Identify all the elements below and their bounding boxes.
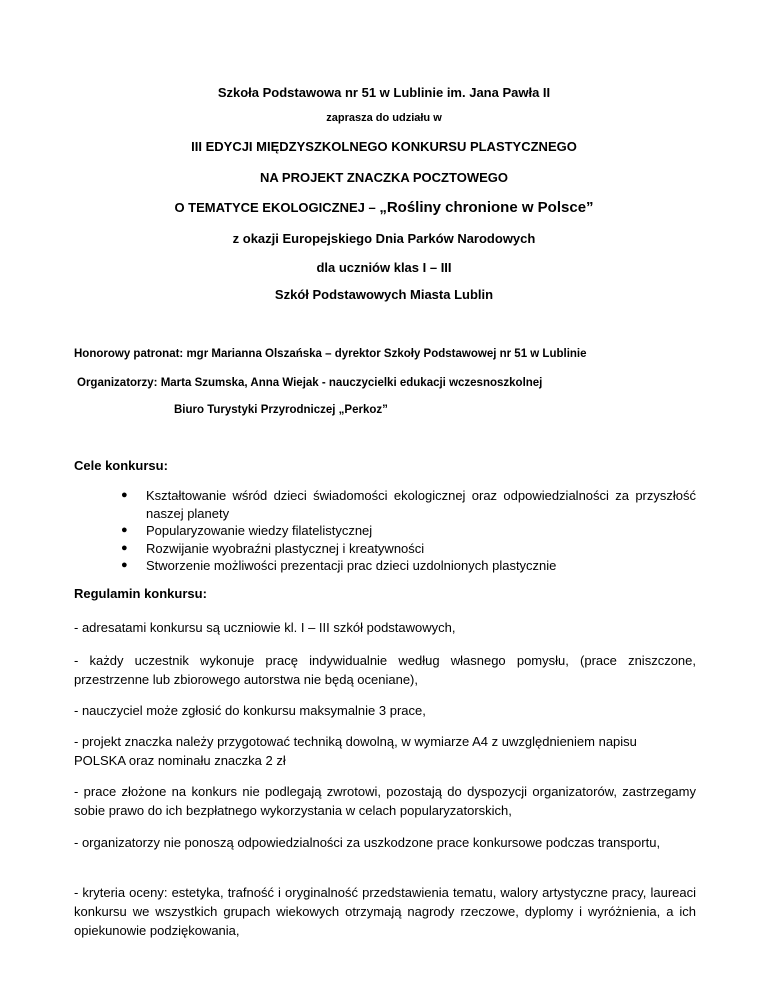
- rule-item: - kryteria oceny: estetyka, trafność i oryginalność przedstawienia tematu, walory artystyczne pracy, laureaci konkursu we wszystkich grupach wiekowych otrzymają nagrody rzeczowe, dyplomy i wyróżnienia, a ich opiekunowie podziękowania,: [74, 885, 696, 938]
- rule-item: - nauczyciel może zgłosić do konkursu maksymalnie 3 prace,: [74, 703, 426, 718]
- theme-prefix: O TEMATYCE EKOLOGICZNEJ –: [174, 200, 380, 215]
- bureau: Biuro Turystyki Przyrodniczej „Perkoz”: [174, 404, 388, 416]
- school-name: Szkoła Podstawowa nr 51 w Lublinie im. Jana Pawła II: [217, 85, 551, 100]
- goal-item: ● Kształtowanie wśród dzieci świadomości ekologicznej oraz odpowiedzialności za przyszłość naszej planety: [121, 488, 696, 521]
- audience-line: dla uczniów klas I – III: [316, 260, 452, 275]
- project-title: NA PROJEKT ZNACZKA POCZTOWEGO: [260, 170, 508, 185]
- goal-item: ● Stworzenie możliwości prezentacji prac dzieci uzdolnionych plastycznie: [121, 558, 557, 573]
- goals-list: [121, 487, 696, 575]
- rule-item: - organizatorzy nie ponoszą odpowiedzialności za uszkodzone prace konkursowe podczas transportu,: [74, 835, 661, 850]
- schools-line: Szkół Podstawowych Miasta Lublin: [274, 287, 494, 302]
- honorary-patronage: Honorowy patronat: mgr Marianna Olszańska – dyrektor Szkoły Podstawowej nr 51 w Lublinie: [74, 348, 587, 360]
- rule-item: - adresatami konkursu są uczniowie kl. I – III szkół podstawowych,: [74, 620, 456, 635]
- rule-item: - każdy uczestnik wykonuje pracę indywidualnie według własnego pomysłu, (prace zniszczone, przestrzenne lub zbiorowego autorstwa nie będą oceniane),: [74, 653, 696, 687]
- bullet-icon: ●: [121, 541, 128, 554]
- invite-line: zaprasza do udziału w: [326, 112, 442, 124]
- theme-line: [0, 199, 768, 216]
- rules-heading: Regulamin konkursu:: [74, 586, 207, 601]
- organizers: Organizatorzy: Marta Szumska, Anna Wiejak - nauczycielki edukacji wczesnoszkolnej: [77, 377, 543, 389]
- goal-item: ● Popularyzowanie wiedzy filatelistycznej: [121, 523, 373, 538]
- rule-item: - projekt znaczka należy przygotować techniką dowolną, w wymiarze A4 z uwzględnieniem napisu POLSKA oraz nominału znaczka 2 zł: [74, 734, 637, 768]
- bullet-icon: ●: [121, 524, 128, 536]
- bullet-icon: ●: [121, 559, 128, 571]
- goals-heading: Cele konkursu:: [74, 458, 168, 473]
- occasion-line: z okazji Europejskiego Dnia Parków Narodowych: [232, 231, 536, 246]
- bullet-icon: ●: [121, 489, 128, 501]
- rule-item: - prace złożone na konkurs nie podlegają zwrotowi, pozostają do dyspozycji organizatorów, zastrzegamy sobie prawo do ich bezpłatnego wykorzystania w celach popularyzatorskich,: [74, 784, 696, 818]
- edition-title: III EDYCJI MIĘDZYSZKOLNEGO KONKURSU PLASTYCZNEGO: [191, 139, 577, 154]
- goal-item: ● Rozwijanie wyobraźni plastycznej i kreatywności: [121, 540, 425, 556]
- theme-title: „Rośliny chronione w Polsce”: [379, 199, 594, 216]
